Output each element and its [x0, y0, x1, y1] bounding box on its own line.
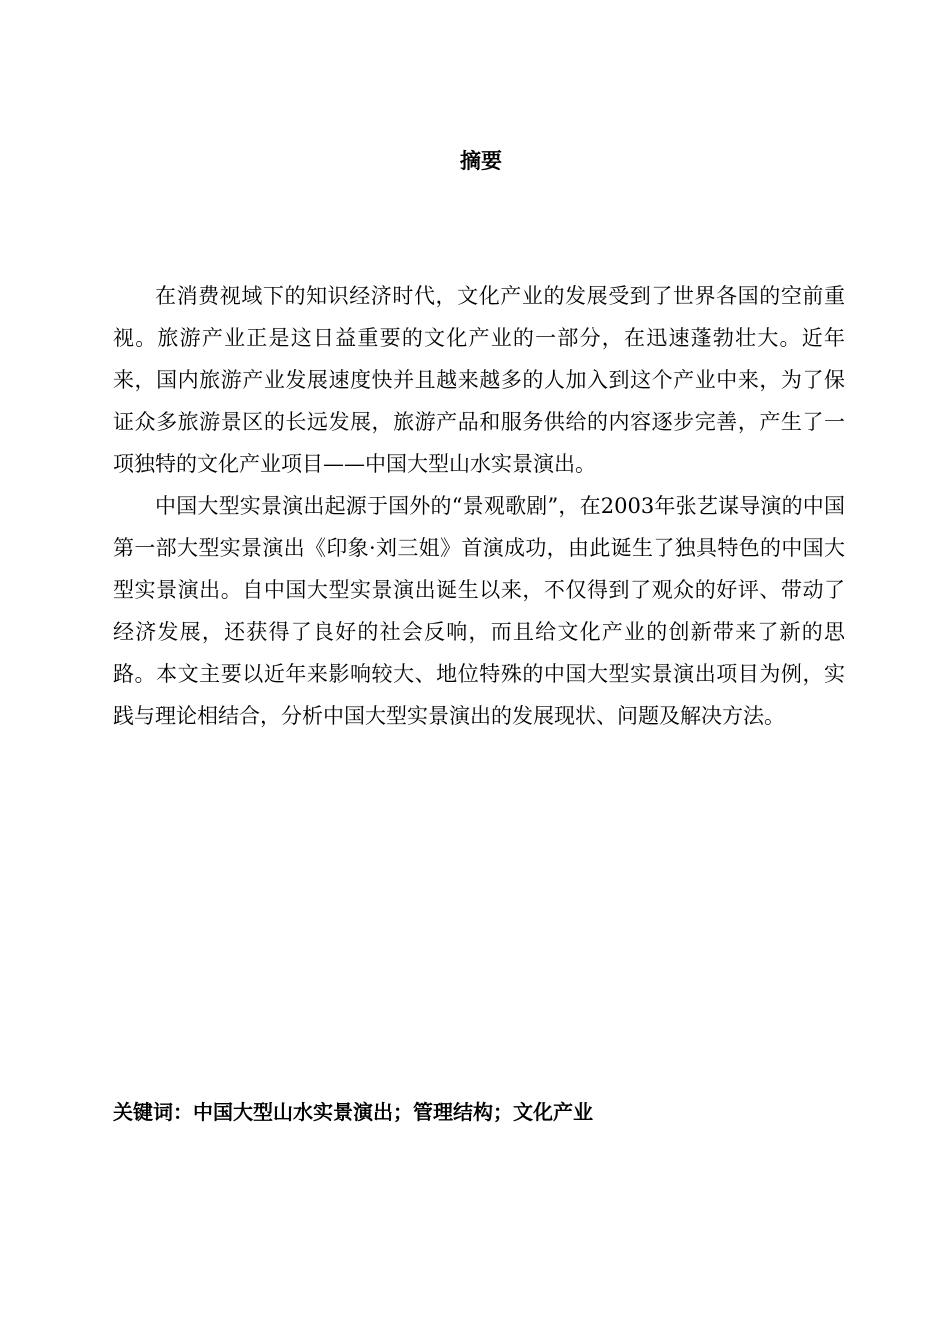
- abstract-paragraph-2: 中国大型实景演出起源于国外的“景观歌剧”，在2003年张艺谋导演的中国第一部大型实景演出《印象·刘三姐》首演成功，由此诞生了独具特色的中国大型实景演出。自中国大型实景演出诞生以来，不仅得到了观众的好评、带动了经济发展，还获得了良好的社会反响，而且给文化产业的创新带来了新的思路。本文主要以近年来影响较大、地位特殊的中国大型实景演出项目为例，实践与理论相结合，分析中国大型实景演出的发展现状、问题及解决方法。: [113, 494, 845, 728]
- abstract-body: [113, 275, 845, 737]
- abstract-title: 摘要: [460, 149, 502, 173]
- keywords-line: 关键词：中国大型山水实景演出；管理结构；文化产业: [113, 1100, 593, 1124]
- abstract-paragraph-1: 在消费视域下的知识经济时代，文化产业的发展受到了世界各国的空前重视。旅游产业正是这日益重要的文化产业的一部分，在迅速蓬勃壮大。近年来，国内旅游产业发展速度快并且越来越多的人加入到这个产业中来，为了保证众多旅游景区的长远发展，旅游产品和服务供给的内容逐步完善，产生了一项独特的文化产业项目——中国大型山水实景演出。: [113, 284, 845, 476]
